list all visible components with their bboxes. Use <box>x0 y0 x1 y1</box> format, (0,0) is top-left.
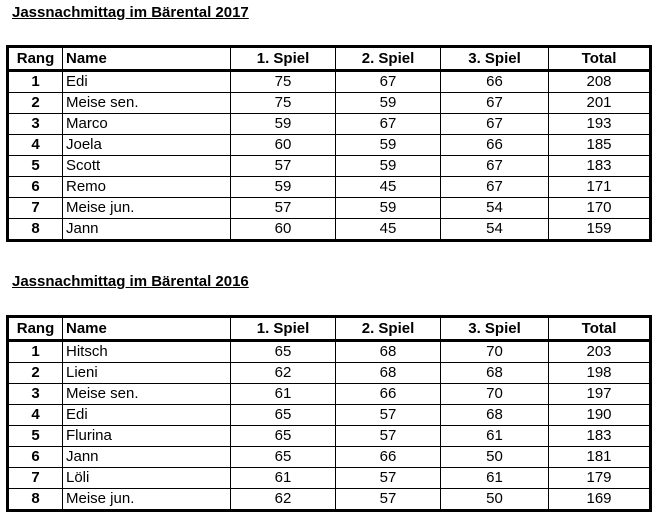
cell-total: 208 <box>549 71 651 93</box>
cell-spiel-2: 57 <box>336 489 441 511</box>
column-header-rang: Rang <box>8 47 63 71</box>
table-title-2017: Jassnachmittag im Bärental 2017 <box>12 4 249 21</box>
cell-total: 197 <box>549 384 651 405</box>
cell-spiel-3: 54 <box>441 198 549 219</box>
results-table-2017 <box>6 45 652 242</box>
column-header-spiel-1: 1. Spiel <box>231 317 336 341</box>
cell-total: 183 <box>549 156 651 177</box>
column-header-spiel-1: 1. Spiel <box>231 47 336 71</box>
table-row <box>8 93 651 114</box>
cell-spiel-2: 57 <box>336 405 441 426</box>
cell-spiel-2: 45 <box>336 177 441 198</box>
cell-spiel-1: 59 <box>231 177 336 198</box>
cell-total: 169 <box>549 489 651 511</box>
cell-spiel-2: 59 <box>336 156 441 177</box>
cell-spiel-3: 70 <box>441 384 549 405</box>
cell-name: Jann <box>63 447 231 468</box>
cell-rang: 7 <box>8 468 63 489</box>
cell-name: Hitsch <box>63 341 231 363</box>
cell-rang: 5 <box>8 426 63 447</box>
cell-spiel-3: 67 <box>441 93 549 114</box>
cell-spiel-1: 59 <box>231 114 336 135</box>
table-row <box>8 219 651 241</box>
table-row <box>8 71 651 93</box>
cell-total: 181 <box>549 447 651 468</box>
column-header-total: Total <box>549 47 651 71</box>
cell-spiel-3: 67 <box>441 156 549 177</box>
cell-total: 171 <box>549 177 651 198</box>
table-row <box>8 405 651 426</box>
cell-spiel-1: 61 <box>231 384 336 405</box>
cell-rang: 6 <box>8 447 63 468</box>
cell-spiel-2: 59 <box>336 93 441 114</box>
cell-spiel-3: 66 <box>441 71 549 93</box>
table-body <box>8 71 651 241</box>
cell-rang: 3 <box>8 114 63 135</box>
cell-spiel-1: 75 <box>231 93 336 114</box>
cell-total: 183 <box>549 426 651 447</box>
table-row <box>8 384 651 405</box>
cell-total: 190 <box>549 405 651 426</box>
cell-rang: 8 <box>8 489 63 511</box>
table-body <box>8 341 651 511</box>
table-row <box>8 447 651 468</box>
cell-spiel-3: 67 <box>441 114 549 135</box>
column-header-rang: Rang <box>8 317 63 341</box>
cell-rang: 8 <box>8 219 63 241</box>
cell-rang: 2 <box>8 363 63 384</box>
table-row <box>8 198 651 219</box>
cell-name: Marco <box>63 114 231 135</box>
header-row <box>8 47 651 71</box>
cell-total: 170 <box>549 198 651 219</box>
cell-spiel-3: 66 <box>441 135 549 156</box>
cell-spiel-1: 60 <box>231 219 336 241</box>
cell-total: 203 <box>549 341 651 363</box>
cell-spiel-3: 70 <box>441 341 549 363</box>
column-header-name: Name <box>63 317 231 341</box>
table-title-2016: Jassnachmittag im Bärental 2016 <box>12 273 249 290</box>
cell-spiel-2: 68 <box>336 363 441 384</box>
cell-name: Meise jun. <box>63 489 231 511</box>
table-row <box>8 363 651 384</box>
cell-total: 198 <box>549 363 651 384</box>
table-row <box>8 341 651 363</box>
cell-name: Löli <box>63 468 231 489</box>
cell-spiel-1: 65 <box>231 405 336 426</box>
table-row <box>8 177 651 198</box>
cell-spiel-2: 67 <box>336 114 441 135</box>
table-row <box>8 135 651 156</box>
cell-total: 193 <box>549 114 651 135</box>
cell-rang: 4 <box>8 405 63 426</box>
table-row <box>8 114 651 135</box>
cell-spiel-3: 68 <box>441 363 549 384</box>
cell-name: Remo <box>63 177 231 198</box>
table-row <box>8 468 651 489</box>
cell-total: 159 <box>549 219 651 241</box>
cell-name: Lieni <box>63 363 231 384</box>
cell-spiel-3: 54 <box>441 219 549 241</box>
column-header-spiel-3: 3. Spiel <box>441 317 549 341</box>
cell-spiel-3: 61 <box>441 426 549 447</box>
column-header-total: Total <box>549 317 651 341</box>
cell-spiel-2: 57 <box>336 426 441 447</box>
cell-spiel-2: 59 <box>336 135 441 156</box>
cell-rang: 1 <box>8 71 63 93</box>
column-header-spiel-2: 2. Spiel <box>336 317 441 341</box>
header-row <box>8 317 651 341</box>
cell-spiel-1: 57 <box>231 198 336 219</box>
cell-name: Flurina <box>63 426 231 447</box>
cell-spiel-2: 67 <box>336 71 441 93</box>
cell-spiel-2: 45 <box>336 219 441 241</box>
cell-rang: 5 <box>8 156 63 177</box>
cell-name: Meise sen. <box>63 384 231 405</box>
column-header-spiel-2: 2. Spiel <box>336 47 441 71</box>
cell-spiel-1: 62 <box>231 363 336 384</box>
cell-name: Scott <box>63 156 231 177</box>
cell-spiel-1: 62 <box>231 489 336 511</box>
cell-spiel-2: 59 <box>336 198 441 219</box>
cell-spiel-3: 61 <box>441 468 549 489</box>
cell-rang: 4 <box>8 135 63 156</box>
cell-spiel-1: 65 <box>231 426 336 447</box>
cell-spiel-1: 75 <box>231 71 336 93</box>
cell-spiel-2: 66 <box>336 384 441 405</box>
cell-rang: 1 <box>8 341 63 363</box>
cell-rang: 3 <box>8 384 63 405</box>
cell-name: Edi <box>63 71 231 93</box>
cell-spiel-3: 50 <box>441 489 549 511</box>
column-header-name: Name <box>63 47 231 71</box>
cell-rang: 7 <box>8 198 63 219</box>
cell-spiel-2: 68 <box>336 341 441 363</box>
results-table-2016 <box>6 315 652 512</box>
cell-name: Edi <box>63 405 231 426</box>
cell-name: Meise sen. <box>63 93 231 114</box>
cell-spiel-1: 57 <box>231 156 336 177</box>
cell-rang: 2 <box>8 93 63 114</box>
cell-name: Meise jun. <box>63 198 231 219</box>
table-row <box>8 426 651 447</box>
cell-spiel-3: 50 <box>441 447 549 468</box>
cell-spiel-3: 68 <box>441 405 549 426</box>
cell-spiel-1: 65 <box>231 447 336 468</box>
cell-spiel-1: 65 <box>231 341 336 363</box>
cell-total: 185 <box>549 135 651 156</box>
cell-spiel-2: 57 <box>336 468 441 489</box>
cell-rang: 6 <box>8 177 63 198</box>
table-row <box>8 156 651 177</box>
cell-name: Joela <box>63 135 231 156</box>
cell-name: Jann <box>63 219 231 241</box>
cell-total: 201 <box>549 93 651 114</box>
cell-spiel-1: 60 <box>231 135 336 156</box>
column-header-spiel-3: 3. Spiel <box>441 47 549 71</box>
cell-spiel-3: 67 <box>441 177 549 198</box>
cell-total: 179 <box>549 468 651 489</box>
cell-spiel-1: 61 <box>231 468 336 489</box>
cell-spiel-2: 66 <box>336 447 441 468</box>
table-row <box>8 489 651 511</box>
